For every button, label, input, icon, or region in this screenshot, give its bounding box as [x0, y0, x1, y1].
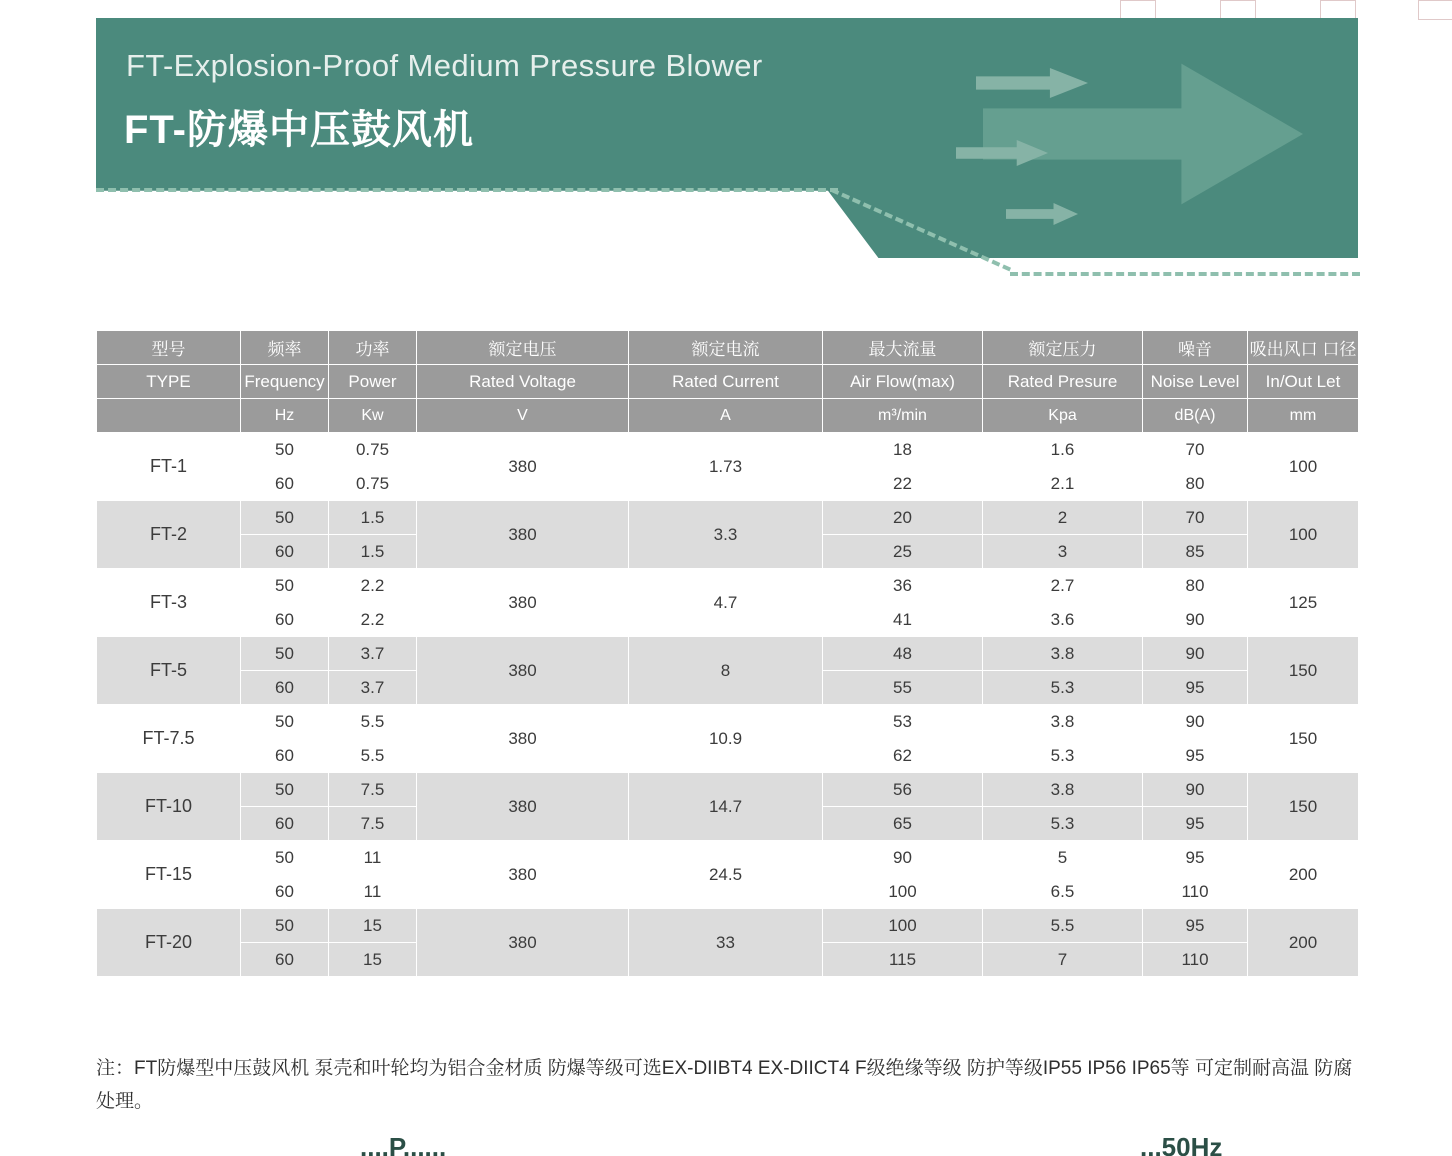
header-cell: Rated Voltage — [417, 365, 629, 399]
cell-rated-voltage: 380 — [417, 569, 629, 637]
cell-power: 7.5 — [329, 807, 417, 841]
cell-frequency: 50 — [241, 909, 329, 943]
header-cell: Frequency — [241, 365, 329, 399]
cell-rated-pressure: 6.5 — [983, 875, 1143, 909]
cell-in-out-let: 150 — [1248, 773, 1359, 841]
header-row-units — [97, 399, 1359, 433]
header-row-english — [97, 365, 1359, 399]
crop-mark — [1120, 0, 1156, 20]
cell-air-flow: 56 — [823, 773, 983, 807]
cell-power: 7.5 — [329, 773, 417, 807]
header-cell: 频率 — [241, 331, 329, 365]
cell-rated-pressure: 5.3 — [983, 739, 1143, 773]
cell-rated-pressure: 2.7 — [983, 569, 1143, 603]
cell-air-flow: 53 — [823, 705, 983, 739]
bottom-text-left: ....P...... — [360, 1132, 447, 1156]
table-row — [97, 705, 1359, 739]
cell-noise-level: 90 — [1143, 637, 1248, 671]
cell-air-flow: 41 — [823, 603, 983, 637]
cell-power: 1.5 — [329, 535, 417, 569]
cell-rated-current: 10.9 — [629, 705, 823, 773]
cell-rated-pressure: 3.8 — [983, 637, 1143, 671]
header-cell: Noise Level — [1143, 365, 1248, 399]
dashed-line-left — [96, 188, 838, 192]
table-header — [97, 331, 1359, 433]
cell-rated-voltage: 380 — [417, 705, 629, 773]
cell-noise-level: 95 — [1143, 739, 1248, 773]
cell-air-flow: 22 — [823, 467, 983, 501]
cell-air-flow: 115 — [823, 943, 983, 977]
cell-noise-level: 95 — [1143, 807, 1248, 841]
cell-rated-pressure: 1.6 — [983, 433, 1143, 467]
cell-noise-level: 110 — [1143, 943, 1248, 977]
cell-rated-pressure: 3.6 — [983, 603, 1143, 637]
cell-rated-current: 24.5 — [629, 841, 823, 909]
header-cell: Power — [329, 365, 417, 399]
cell-power: 15 — [329, 943, 417, 977]
cell-power: 1.5 — [329, 501, 417, 535]
cell-noise-level: 80 — [1143, 569, 1248, 603]
bottom-partial-text — [0, 1132, 1452, 1156]
cell-rated-voltage: 380 — [417, 501, 629, 569]
cell-power: 11 — [329, 841, 417, 875]
cell-power: 0.75 — [329, 433, 417, 467]
header-cell: 额定压力 — [983, 331, 1143, 365]
header-cell: Kw — [329, 399, 417, 433]
header-cell: 功率 — [329, 331, 417, 365]
cell-rated-current: 1.73 — [629, 433, 823, 501]
cell-power: 5.5 — [329, 739, 417, 773]
cell-model: FT-10 — [97, 773, 241, 841]
cell-model: FT-5 — [97, 637, 241, 705]
header-cell: 型号 — [97, 331, 241, 365]
cell-noise-level: 95 — [1143, 841, 1248, 875]
cell-rated-pressure: 2.1 — [983, 467, 1143, 501]
dashed-line-right — [1010, 272, 1360, 276]
cell-rated-voltage: 380 — [417, 909, 629, 977]
cell-in-out-let: 100 — [1248, 433, 1359, 501]
crop-mark — [1418, 0, 1452, 20]
cell-air-flow: 62 — [823, 739, 983, 773]
cell-frequency: 50 — [241, 501, 329, 535]
cell-power: 3.7 — [329, 637, 417, 671]
cell-power: 11 — [329, 875, 417, 909]
cell-frequency: 60 — [241, 807, 329, 841]
header-cell: dB(A) — [1143, 399, 1248, 433]
cell-rated-voltage: 380 — [417, 841, 629, 909]
cell-air-flow: 48 — [823, 637, 983, 671]
cell-rated-current: 3.3 — [629, 501, 823, 569]
cell-frequency: 50 — [241, 433, 329, 467]
header-cell: A — [629, 399, 823, 433]
cell-model: FT-2 — [97, 501, 241, 569]
cell-rated-pressure: 3.8 — [983, 773, 1143, 807]
cell-model: FT-15 — [97, 841, 241, 909]
cell-model: FT-3 — [97, 569, 241, 637]
table-row — [97, 501, 1359, 535]
cell-rated-pressure: 3 — [983, 535, 1143, 569]
specification-table — [96, 330, 1359, 977]
header-cell: 吸出风口 口径 — [1248, 331, 1359, 365]
page-title-english: FT-Explosion-Proof Medium Pressure Blower — [126, 48, 763, 83]
cell-noise-level: 85 — [1143, 535, 1248, 569]
header-cell: 额定电流 — [629, 331, 823, 365]
cell-rated-pressure: 5.3 — [983, 671, 1143, 705]
page-title-chinese: FT-防爆中压鼓风机 — [124, 108, 474, 152]
cell-model: FT-7.5 — [97, 705, 241, 773]
cell-rated-pressure: 5.5 — [983, 909, 1143, 943]
cell-noise-level: 95 — [1143, 909, 1248, 943]
cell-noise-level: 95 — [1143, 671, 1248, 705]
cell-power: 2.2 — [329, 569, 417, 603]
cell-air-flow: 20 — [823, 501, 983, 535]
cell-rated-voltage: 380 — [417, 433, 629, 501]
header-cell: Air Flow(max) — [823, 365, 983, 399]
cell-in-out-let: 125 — [1248, 569, 1359, 637]
cell-in-out-let: 200 — [1248, 909, 1359, 977]
cell-air-flow: 55 — [823, 671, 983, 705]
cell-frequency: 50 — [241, 637, 329, 671]
cell-frequency: 50 — [241, 705, 329, 739]
cell-frequency: 50 — [241, 841, 329, 875]
cell-frequency: 50 — [241, 773, 329, 807]
cell-rated-current: 14.7 — [629, 773, 823, 841]
header-cell: Rated Presure — [983, 365, 1143, 399]
cell-rated-current: 8 — [629, 637, 823, 705]
cell-air-flow: 18 — [823, 433, 983, 467]
header-cell: 额定电压 — [417, 331, 629, 365]
cell-air-flow: 100 — [823, 909, 983, 943]
crop-mark — [1320, 0, 1356, 20]
cell-power: 0.75 — [329, 467, 417, 501]
cell-air-flow: 100 — [823, 875, 983, 909]
cell-air-flow: 65 — [823, 807, 983, 841]
cell-air-flow: 25 — [823, 535, 983, 569]
cell-frequency: 60 — [241, 943, 329, 977]
cell-frequency: 60 — [241, 467, 329, 501]
table-row — [97, 637, 1359, 671]
table-row — [97, 433, 1359, 467]
header-cell: Hz — [241, 399, 329, 433]
cell-power: 5.5 — [329, 705, 417, 739]
cell-rated-pressure: 3.8 — [983, 705, 1143, 739]
cell-rated-pressure: 2 — [983, 501, 1143, 535]
header-cell: Rated Current — [629, 365, 823, 399]
header-cell: mm — [1248, 399, 1359, 433]
cell-frequency: 60 — [241, 603, 329, 637]
header-cell: 噪音 — [1143, 331, 1248, 365]
cell-noise-level: 110 — [1143, 875, 1248, 909]
header-cell: m³/min — [823, 399, 983, 433]
cell-rated-voltage: 380 — [417, 637, 629, 705]
cell-frequency: 60 — [241, 535, 329, 569]
table-body — [97, 433, 1359, 977]
crop-mark — [1220, 0, 1256, 20]
header-cell: V — [417, 399, 629, 433]
header-cell: Kpa — [983, 399, 1143, 433]
cell-in-out-let: 150 — [1248, 637, 1359, 705]
cell-frequency: 50 — [241, 569, 329, 603]
cell-air-flow: 36 — [823, 569, 983, 603]
cell-rated-pressure: 7 — [983, 943, 1143, 977]
page-header-banner — [96, 18, 1358, 258]
cell-noise-level: 70 — [1143, 501, 1248, 535]
table-row — [97, 569, 1359, 603]
header-cell: 最大流量 — [823, 331, 983, 365]
cell-frequency: 60 — [241, 671, 329, 705]
cell-in-out-let: 100 — [1248, 501, 1359, 569]
table-row — [97, 841, 1359, 875]
cell-frequency: 60 — [241, 739, 329, 773]
cell-rated-pressure: 5.3 — [983, 807, 1143, 841]
cell-power: 15 — [329, 909, 417, 943]
cell-noise-level: 90 — [1143, 773, 1248, 807]
cell-rated-voltage: 380 — [417, 773, 629, 841]
cell-rated-current: 33 — [629, 909, 823, 977]
cell-noise-level: 90 — [1143, 705, 1248, 739]
table-row — [97, 773, 1359, 807]
footnote: 注：FT防爆型中压鼓风机 泵壳和叶轮均为铝合金材质 防爆等级可选EX-DIIBT4 EX-DIICT4 F级绝缘等级 防护等级IP55 IP56 IP65等 可定制耐高温 防腐处理。 — [96, 1058, 1353, 1113]
header-row-chinese — [97, 331, 1359, 365]
table-row — [97, 909, 1359, 943]
cell-noise-level: 90 — [1143, 603, 1248, 637]
cell-rated-pressure: 5 — [983, 841, 1143, 875]
header-cell: TYPE — [97, 365, 241, 399]
bottom-text-right: ...50Hz — [1140, 1132, 1223, 1156]
header-cell — [97, 399, 241, 433]
cell-noise-level: 80 — [1143, 467, 1248, 501]
cell-model: FT-20 — [97, 909, 241, 977]
cell-air-flow: 90 — [823, 841, 983, 875]
cell-rated-current: 4.7 — [629, 569, 823, 637]
cell-in-out-let: 200 — [1248, 841, 1359, 909]
cell-noise-level: 70 — [1143, 433, 1248, 467]
cell-power: 3.7 — [329, 671, 417, 705]
cell-power: 2.2 — [329, 603, 417, 637]
cell-in-out-let: 150 — [1248, 705, 1359, 773]
header-cell: In/Out Let — [1248, 365, 1359, 399]
cell-frequency: 60 — [241, 875, 329, 909]
cell-model: FT-1 — [97, 433, 241, 501]
